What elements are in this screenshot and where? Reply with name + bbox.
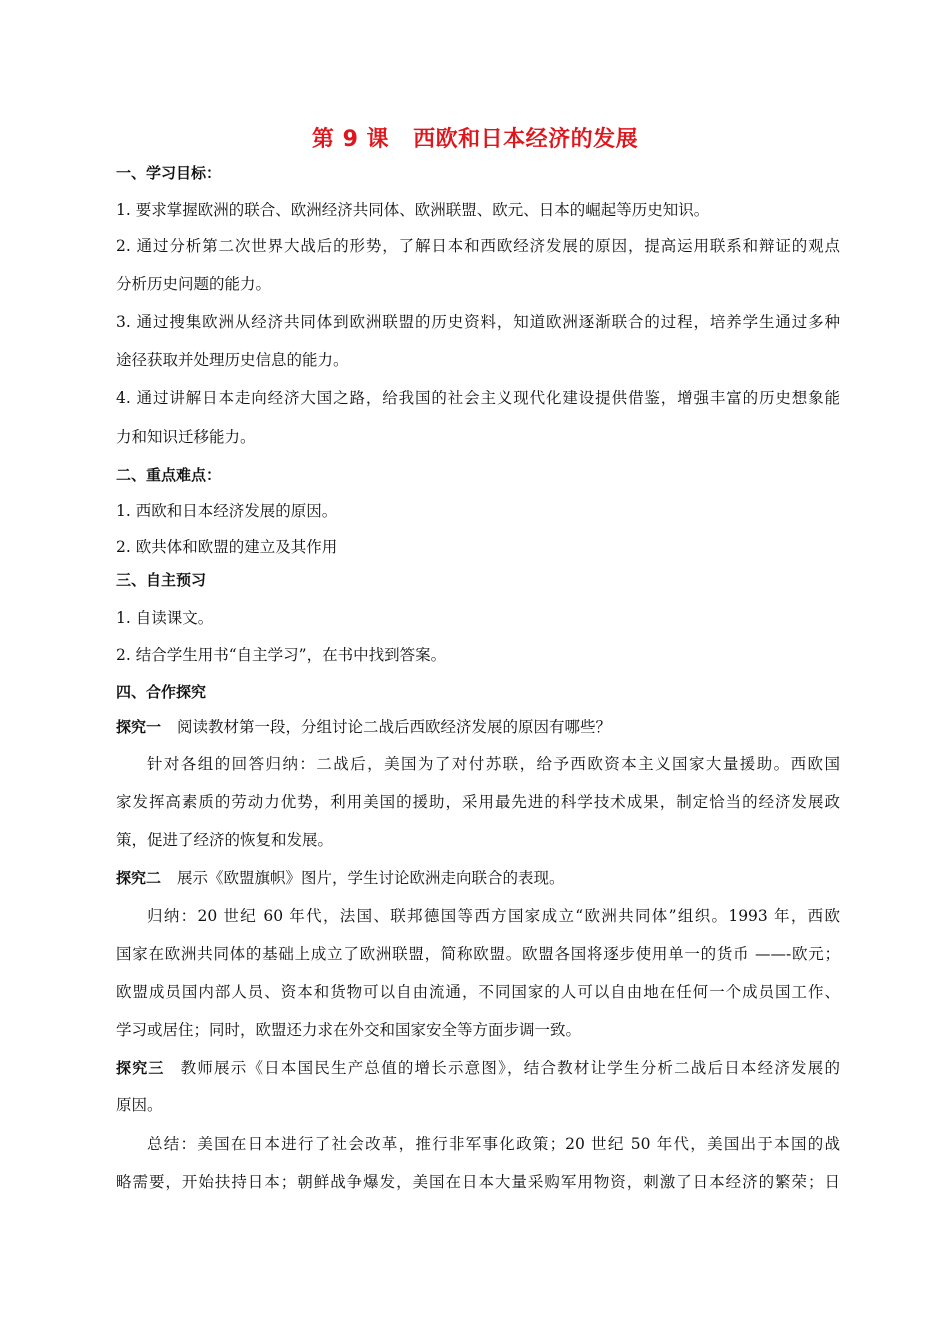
explore-1-summary-line: 家发挥高素质的劳动力优势，利用美国的援助，采用最先进的科学技术成果，制定恰当的经济发展政 <box>116 793 840 811</box>
objective-line: 4. 通过讲解日本走向经济大国之路，给我国的社会主义现代化建设提供借鉴，增强丰富的历史想象能 <box>116 389 840 407</box>
explore-3-label: 探究三 <box>116 1059 165 1077</box>
lesson-title: 西欧和日本经济的发展 <box>413 127 639 152</box>
explore-2-summary-line: 归纳：20 世纪 60 年代，法国、联邦德国等西方国家成立“欧洲共同体”组织。1993 年，西欧 <box>147 907 840 925</box>
explore-2-text: 展示《欧盟旗帜》图片，学生讨论欧洲走向联合的表现。 <box>177 869 565 887</box>
explore-2-label: 探究二 <box>116 869 162 887</box>
explore-3 <box>116 1057 840 1079</box>
objective-line: 分析历史问题的能力。 <box>116 275 272 293</box>
section-heading-explore: 四、合作探究 <box>116 683 207 701</box>
objective-line: 3. 通过搜集欧洲从经济共同体到欧洲联盟的历史资料，知道欧洲逐渐联合的过程，培养学生通过多种 <box>116 313 840 331</box>
explore-2-summary-line: 学习或居住；同时，欧盟还力求在外交和国家安全等方面步调一致。 <box>116 1021 582 1039</box>
explore-3-text-cont: 原因。 <box>116 1096 163 1114</box>
section-heading-objectives: 一、学习目标： <box>116 164 222 182</box>
lesson-number: 第 9 课 <box>311 127 390 152</box>
explore-1-label: 探究一 <box>116 718 162 736</box>
page-title <box>0 122 950 153</box>
key-point-line: 1. 西欧和日本经济发展的原因。 <box>116 502 338 520</box>
explore-2 <box>116 867 840 889</box>
explore-2-summary-line: 国家在欧洲共同体的基础上成立了欧洲联盟，简称欧盟。欧盟各国将逐步使用单一的货币 ——-欧元； <box>116 945 840 963</box>
explore-1 <box>116 716 840 738</box>
preview-line: 2. 结合学生用书“自主学习”，在书中找到答案。 <box>116 646 447 664</box>
section-heading-preview: 三、自主预习 <box>116 571 207 589</box>
explore-3-text: 教师展示《日本国民生产总值的增长示意图》，结合教材让学生分析二战后日本经济发展的 <box>180 1059 840 1077</box>
key-point-line: 2. 欧共体和欧盟的建立及其作用 <box>116 538 338 556</box>
explore-2-summary-line: 欧盟成员国内部人员、资本和货物可以自由流通，不同国家的人可以自由地在任何一个成员国工作、 <box>116 983 840 1001</box>
explore-3-summary-line: 略需要，开始扶持日本；朝鲜战争爆发，美国在日本大量采购军用物资，刺激了日本经济的繁荣；日 <box>116 1173 840 1191</box>
preview-line: 1. 自读课文。 <box>116 609 214 627</box>
section-heading-key-points: 二、重点难点： <box>116 466 222 484</box>
explore-1-summary-line: 策，促进了经济的恢复和发展。 <box>116 831 334 849</box>
objective-line: 1. 要求掌握欧洲的联合、欧洲经济共同体、欧洲联盟、欧元、日本的崛起等历史知识。 <box>116 201 710 219</box>
objective-line: 力和知识迁移能力。 <box>116 428 256 446</box>
explore-1-summary-line: 针对各组的回答归纳：二战后，美国为了对付苏联，给予西欧资本主义国家大量援助。西欧国 <box>147 755 840 773</box>
objective-line: 途径获取并处理历史信息的能力。 <box>116 351 349 369</box>
explore-3-summary-line: 总结：美国在日本进行了社会改革，推行非军事化政策；20 世纪 50 年代，美国出于本国的战 <box>147 1135 840 1153</box>
explore-1-text: 阅读教材第一段，分组讨论二战后西欧经济发展的原因有哪些？ <box>177 718 612 736</box>
objective-line: 2. 通过分析第二次世界大战后的形势，了解日本和西欧经济发展的原因，提高运用联系和辩证的观点 <box>116 237 840 255</box>
